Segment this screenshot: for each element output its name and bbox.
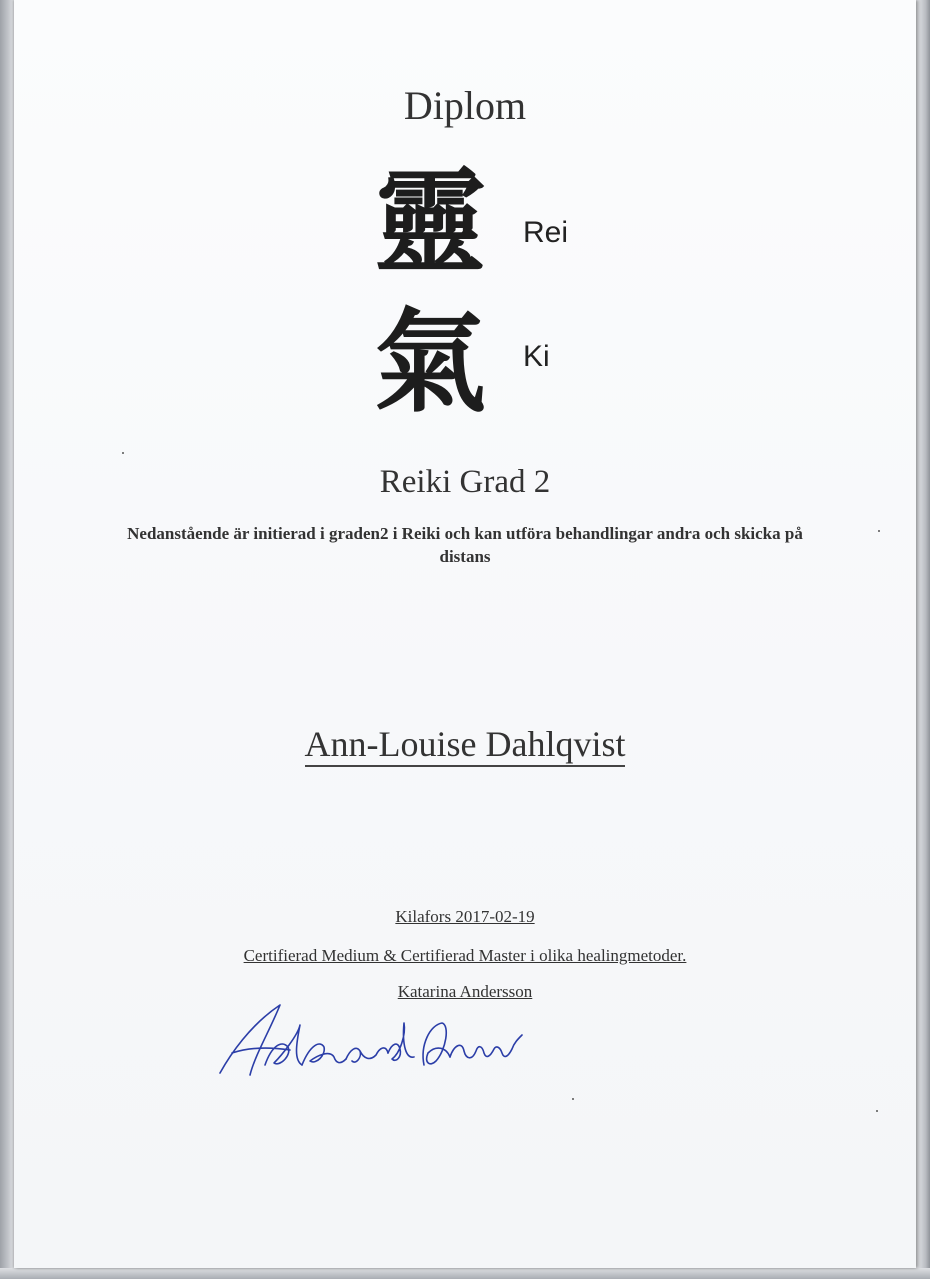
signer-name: Katarina Andersson: [397, 982, 533, 1001]
handwritten-signature: [210, 995, 530, 1085]
ki-label: Ki: [523, 340, 550, 373]
diploma-title: Diplom: [403, 83, 527, 128]
kanji-rei: 靈: [374, 158, 486, 288]
scan-speck: [572, 1098, 574, 1100]
scan-speck: [122, 452, 124, 454]
scan-bottom-edge: [0, 1268, 930, 1279]
scan-right-edge: [916, 0, 930, 1279]
place-date: Kilafors 2017-02-19: [395, 907, 535, 926]
scan-left-edge: [0, 0, 14, 1279]
recipient-name-block: [0, 723, 930, 765]
rei-label: Rei: [523, 216, 569, 249]
scan-speck: [878, 530, 880, 532]
credential-line: [0, 946, 930, 966]
place-date-line: [0, 907, 930, 927]
kanji-ki: 氣: [374, 298, 486, 428]
diploma-description: Nedanstående är initierad i graden2 i Reiki och kan utföra behandlingar andra och skicka på distans: [127, 524, 803, 566]
credential: Certifierad Medium & Certifierad Master i olika healingmetoder.: [243, 946, 687, 965]
recipient-name: Ann-Louise Dahlqvist: [305, 724, 626, 767]
reiki-kanji: [360, 150, 500, 440]
scan-speck: [876, 1110, 878, 1112]
grade-heading: Reiki Grad 2: [379, 464, 551, 500]
